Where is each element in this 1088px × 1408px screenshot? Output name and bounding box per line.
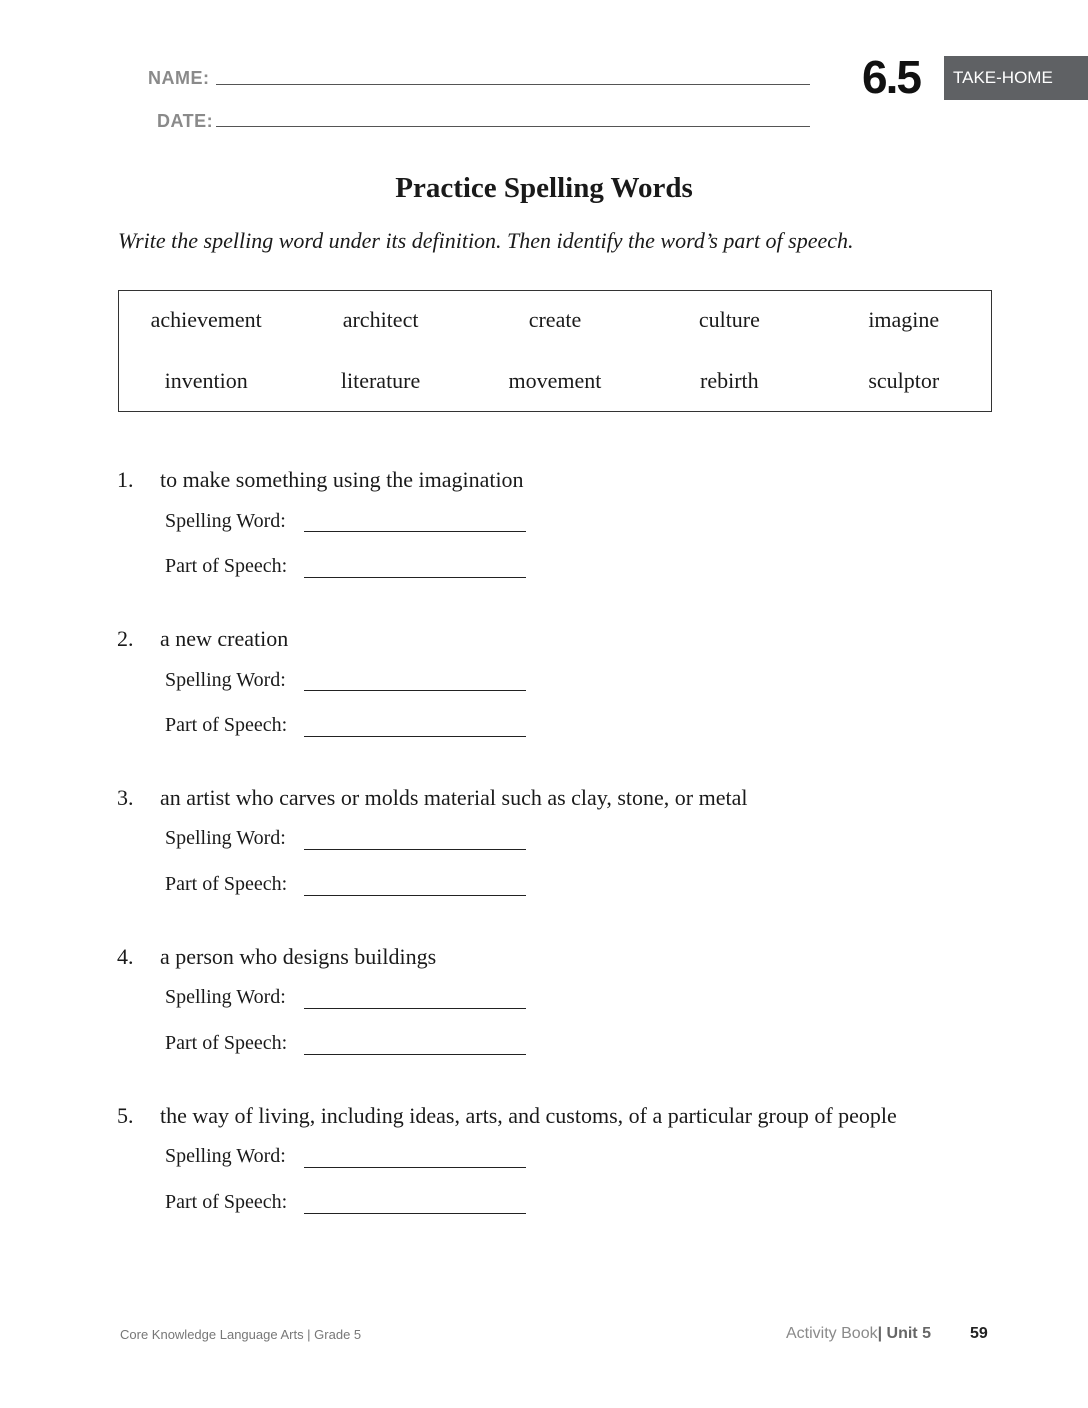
date-line[interactable] xyxy=(216,126,810,127)
question-definition: the way of living, including ideas, arts, and customs, of a particular group of people xyxy=(160,1103,897,1128)
question-definition: a person who designs buildings xyxy=(160,944,437,969)
word-bank-word: sculptor xyxy=(868,368,940,393)
spelling-word-label: Spelling Word: xyxy=(165,669,286,691)
footer-book-title: Activity Book xyxy=(786,1325,878,1342)
spelling-word-label: Spelling Word: xyxy=(165,510,286,532)
spelling-word-blank[interactable] xyxy=(304,690,526,691)
word-bank-word: invention xyxy=(164,368,248,393)
spelling-word-blank[interactable] xyxy=(304,1167,526,1168)
spelling-word-label: Spelling Word: xyxy=(165,827,286,849)
part-of-speech-blank[interactable] xyxy=(304,1213,526,1214)
word-bank-row xyxy=(119,368,991,394)
spelling-word-blank[interactable] xyxy=(304,849,526,850)
word-bank-word: create xyxy=(528,307,582,332)
part-of-speech-label: Part of Speech: xyxy=(165,1191,288,1213)
part-of-speech-blank[interactable] xyxy=(304,577,526,578)
spelling-word-blank[interactable] xyxy=(304,1008,526,1009)
footer-unit: | Unit 5 xyxy=(877,1325,931,1342)
part-of-speech-label: Part of Speech: xyxy=(165,1032,288,1054)
instructions: Write the spelling word under its definition. Then identify the word’s part of speech. xyxy=(118,228,854,253)
word-bank-word: imagine xyxy=(868,307,940,332)
part-of-speech-label: Part of Speech: xyxy=(165,873,288,895)
part-of-speech-label: Part of Speech: xyxy=(165,714,288,736)
part-of-speech-blank[interactable] xyxy=(304,895,526,896)
question-definition: an artist who carves or molds material such as clay, stone, or metal xyxy=(160,785,748,810)
question-number: 5. xyxy=(117,1103,134,1128)
question-number: 3. xyxy=(117,785,134,810)
name-line[interactable] xyxy=(216,84,810,85)
word-bank xyxy=(118,290,992,412)
word-bank-word: achievement xyxy=(150,307,262,332)
footer-book xyxy=(786,1325,931,1343)
word-bank-word: movement xyxy=(508,368,602,393)
name-label: NAME: xyxy=(148,68,210,88)
word-bank-word: architect xyxy=(342,307,419,332)
spelling-word-label: Spelling Word: xyxy=(165,986,286,1008)
question-definition: to make something using the imagination xyxy=(160,467,524,492)
footer-credit: Core Knowledge Language Arts | Grade 5 xyxy=(120,1327,362,1342)
spelling-word-label: Spelling Word: xyxy=(165,1145,286,1167)
word-bank-row xyxy=(119,307,991,333)
word-bank-word: rebirth xyxy=(700,368,759,393)
question-number: 4. xyxy=(117,944,134,969)
page-number: 59 xyxy=(970,1325,988,1342)
part-of-speech-blank[interactable] xyxy=(304,1054,526,1055)
part-of-speech-label: Part of Speech: xyxy=(165,555,288,577)
question-number: 1. xyxy=(117,467,134,492)
lesson-number: 6.5 xyxy=(862,51,920,103)
page-title: Practice Spelling Words xyxy=(395,172,693,204)
spelling-word-blank[interactable] xyxy=(304,531,526,532)
question-number: 2. xyxy=(117,626,134,651)
question-definition: a new creation xyxy=(160,626,289,651)
word-bank-word: culture xyxy=(698,307,760,332)
take-home-tag: TAKE-HOME xyxy=(944,56,1088,100)
word-bank-word: literature xyxy=(340,368,421,393)
date-label: DATE: xyxy=(157,111,214,131)
part-of-speech-blank[interactable] xyxy=(304,736,526,737)
